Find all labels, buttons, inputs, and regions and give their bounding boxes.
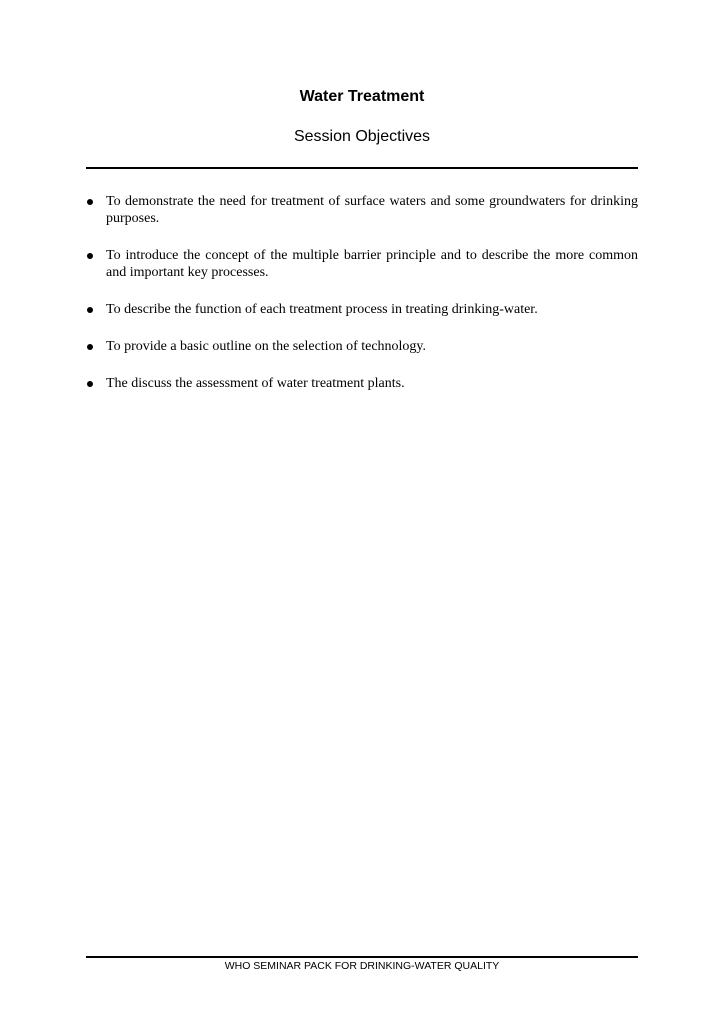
objective-text: The discuss the assessment of water treatment plants. <box>106 376 405 391</box>
header-divider <box>86 167 638 169</box>
objective-text: To describe the function of each treatment process in treating drinking-water. <box>106 302 538 317</box>
page-subtitle: Session Objectives <box>293 128 431 145</box>
objective-item <box>86 338 638 355</box>
bullet-icon <box>87 307 93 313</box>
objective-text: To provide a basic outline on the selection of technology. <box>106 339 427 354</box>
footer-divider <box>86 956 638 958</box>
objective-item <box>86 375 638 392</box>
bullet-icon <box>87 199 93 205</box>
objective-text: To demonstrate the need for treatment of surface waters and some groundwaters for drinking purposes. <box>106 194 638 226</box>
bullet-icon <box>87 253 93 259</box>
objective-text: To introduce the concept of the multiple barrier principle and to describe the more common and important key processes. <box>106 248 638 280</box>
objective-item <box>86 301 638 318</box>
page-title: Water Treatment <box>299 88 425 105</box>
objective-item <box>86 247 638 281</box>
objectives-list <box>86 193 638 412</box>
bullet-icon <box>87 381 93 387</box>
page-footer: WHO SEMINAR PACK FOR DRINKING-WATER QUALITY <box>224 960 500 972</box>
objective-item <box>86 193 638 227</box>
bullet-icon <box>87 344 93 350</box>
